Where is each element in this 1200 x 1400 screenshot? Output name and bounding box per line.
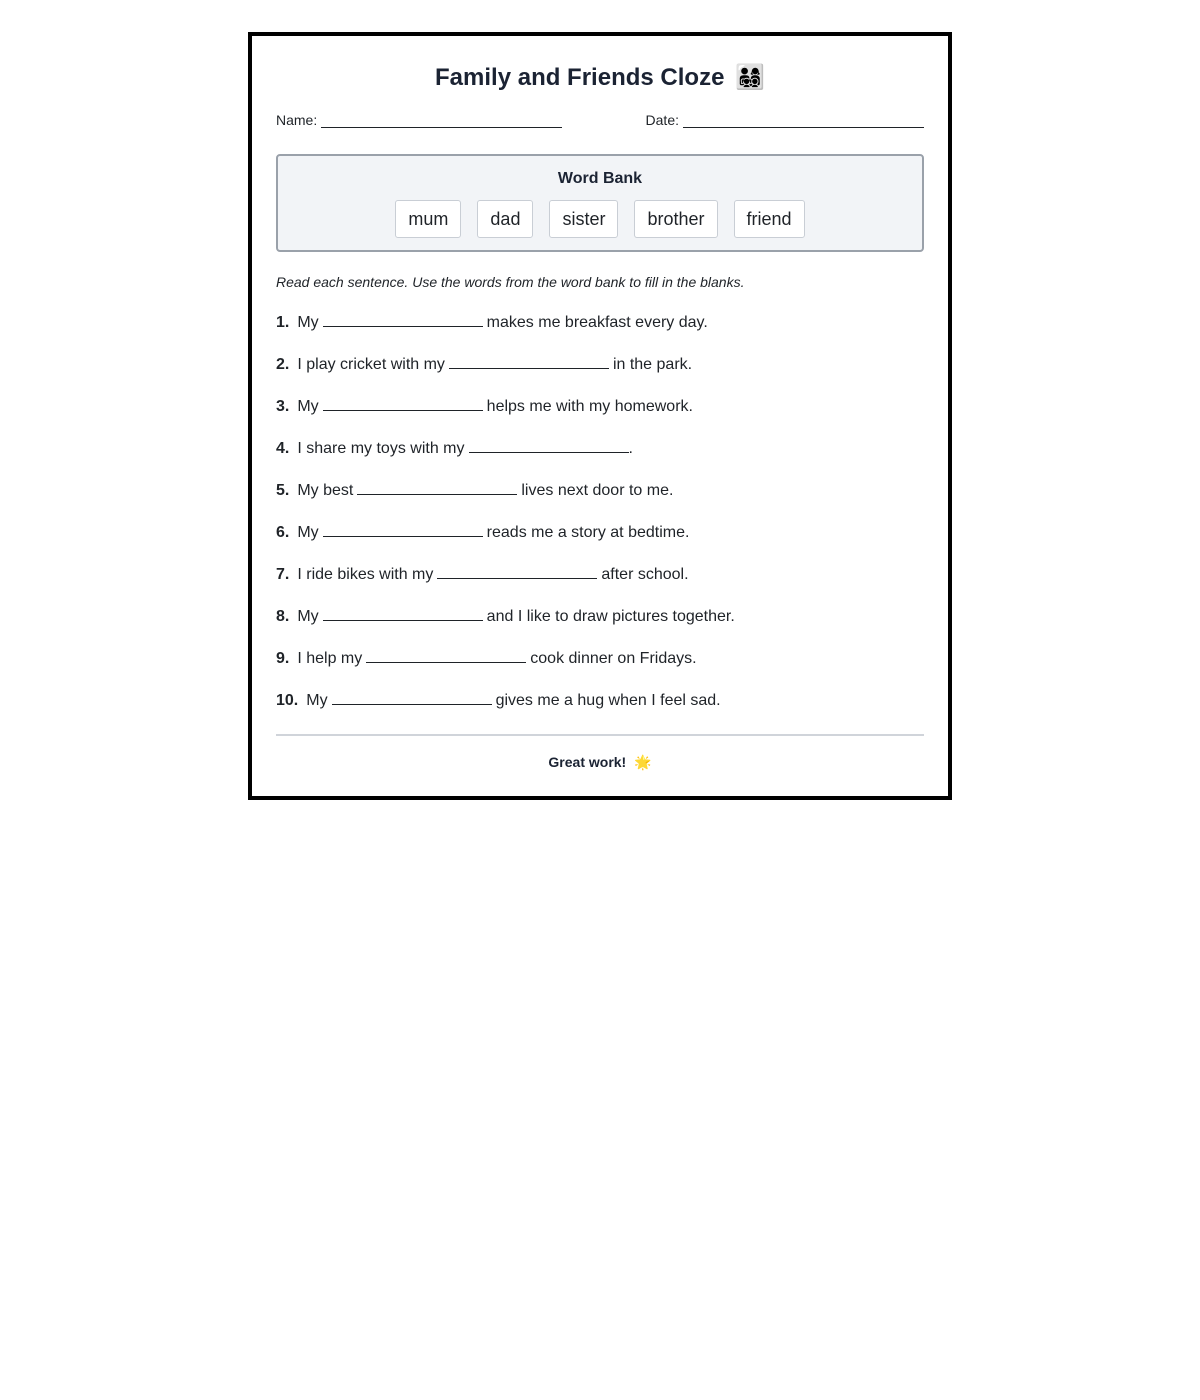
question-number: 4. [276,440,290,457]
answer-blank[interactable] [449,352,609,369]
question-number: 10. [276,692,299,709]
word-bank [276,154,924,252]
question-item [276,688,924,730]
question-text-before: I play cricket with my [297,356,445,373]
question-text-before: My [306,692,328,709]
footer [276,754,924,771]
date-line[interactable] [683,111,924,128]
question-text-after: lives next door to me. [521,482,674,499]
question-text-after: in the park. [612,356,693,373]
answer-blank[interactable] [323,394,483,411]
worksheet [248,32,952,800]
footer-divider [276,734,924,736]
question-text-before: My [297,314,319,331]
question-number: 1. [276,314,290,331]
word-chip-brother: brother [634,200,717,238]
question-item [276,604,924,646]
word-chip-sister: sister [549,200,618,238]
question-item [276,478,924,520]
question-text-before: I ride bikes with my [297,566,434,583]
question-number: 5. [276,482,290,499]
question-list [276,310,924,730]
page-title [276,62,924,93]
answer-blank[interactable] [469,436,629,453]
worksheet-content [276,36,924,796]
word-bank-words [278,200,922,238]
answer-blank[interactable] [323,520,483,537]
question-number: 6. [276,524,290,541]
question-text-after: helps me with my homework. [486,398,693,415]
word-chip-dad: dad [477,200,533,238]
star-icon: 🌟 [634,755,652,771]
question-item [276,562,924,604]
footer-text: Great work! [548,754,627,770]
question-item [276,352,924,394]
question-item [276,394,924,436]
question-item [276,646,924,688]
question-text-before: My [297,524,319,541]
word-chip-friend: friend [734,200,805,238]
question-text-before: My best [297,482,354,499]
question-text-after: reads me a story at bedtime. [486,524,690,541]
question-number: 2. [276,356,290,373]
question-text-after: cook dinner on Fridays. [530,650,697,667]
question-number: 9. [276,650,290,667]
question-text-after: makes me breakfast every day. [486,314,708,331]
answer-blank[interactable] [357,478,517,495]
answer-blank[interactable] [323,310,483,327]
question-text-before: I help my [297,650,363,667]
question-text-before: My [297,608,319,625]
date-field[interactable] [646,110,924,128]
name-line[interactable] [321,111,562,128]
answer-blank[interactable] [366,646,526,663]
instructions: Read each sentence. Use the words from the word bank to fill in the blanks. [276,274,745,290]
word-chip-mum: mum [395,200,461,238]
question-item [276,310,924,352]
question-item [276,436,924,478]
date-label: Date: [645,112,679,128]
word-bank-title: Word Bank [557,170,643,187]
question-item [276,520,924,562]
answer-blank[interactable] [332,688,492,705]
question-text-after: after school. [601,566,689,583]
name-label: Name: [276,112,318,128]
question-text-after: and I like to draw pictures together. [486,608,735,625]
question-text-before: I share my toys with my [297,440,465,457]
question-text-after: . [628,440,633,457]
name-date-row [276,110,924,132]
title-text: Family and Friends Cloze [435,64,725,91]
family-icon: 👨‍👩‍👧‍👦 [735,63,765,91]
question-text-after: gives me a hug when I feel sad. [495,692,721,709]
answer-blank[interactable] [323,604,483,621]
question-number: 7. [276,566,290,583]
question-number: 3. [276,398,290,415]
question-text-before: My [297,398,319,415]
question-number: 8. [276,608,290,625]
name-field[interactable] [276,110,562,128]
answer-blank[interactable] [437,562,597,579]
